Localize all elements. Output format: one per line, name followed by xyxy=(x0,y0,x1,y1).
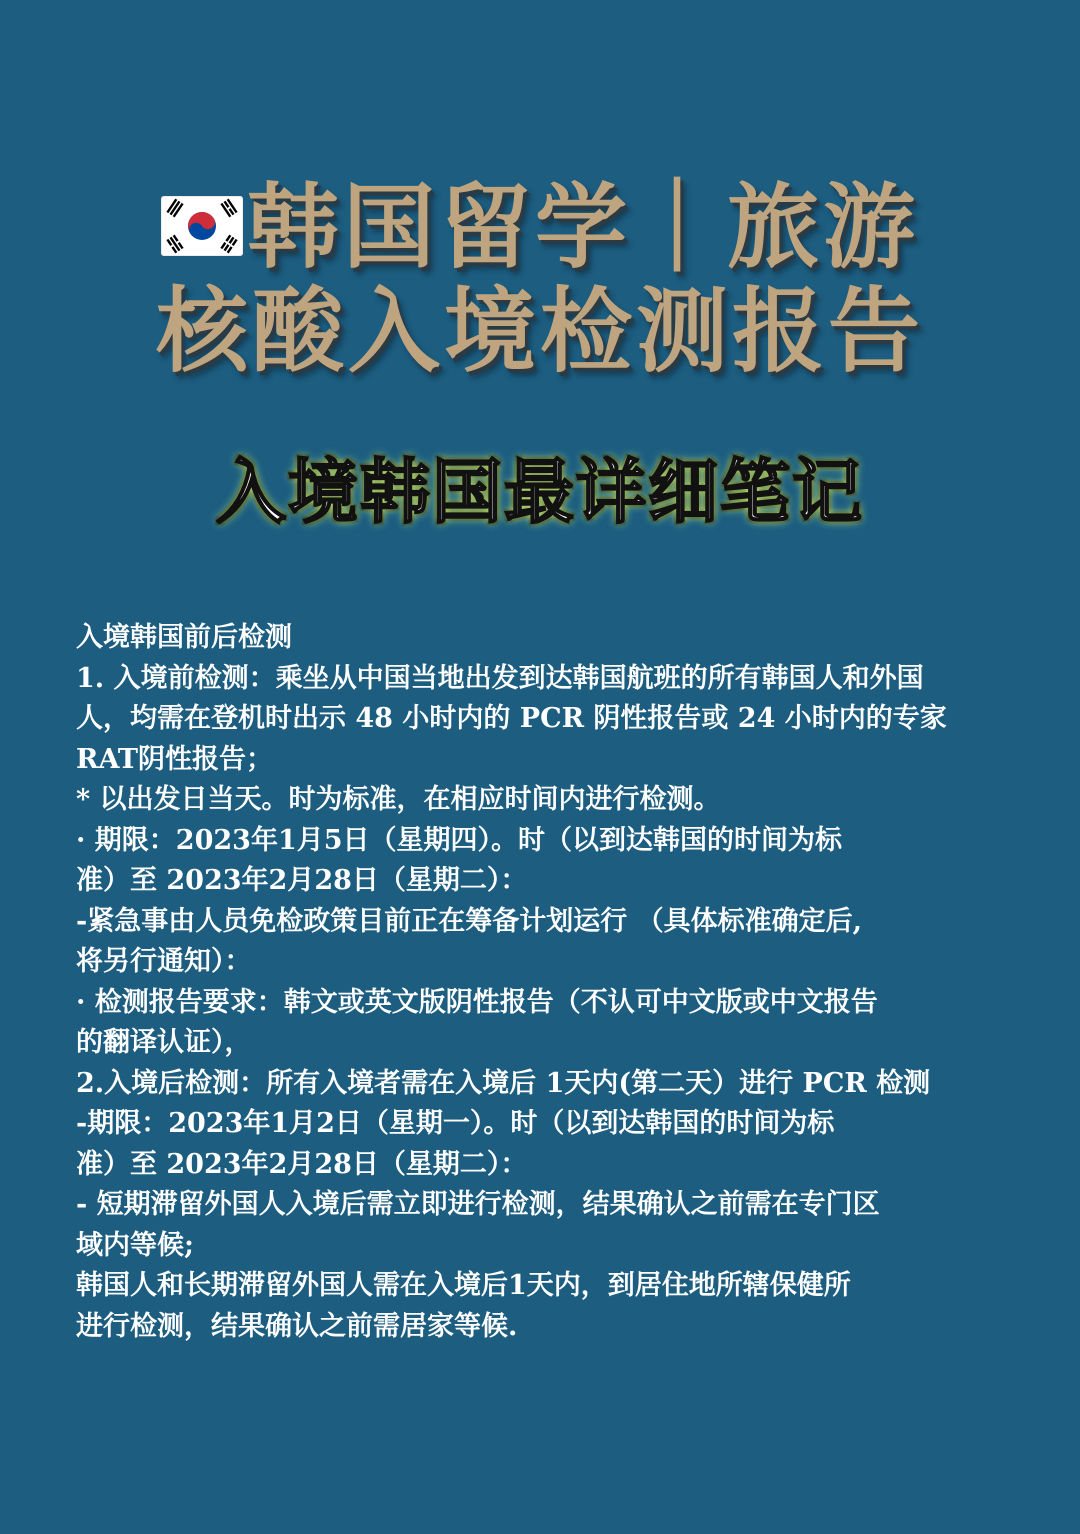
body-line: 进行检测，结果确认之前需居家等候. xyxy=(76,1310,518,1342)
body-line: 韩国人和长期滞留外国人需在入境后1天内，到居住地所辖保健所 xyxy=(76,1270,851,1301)
title-text-1: 韩国留学｜旅游 xyxy=(246,174,919,281)
subtitle: 入境韩国最详细笔记 xyxy=(216,451,864,533)
body-line: -紧急事由人员免检政策目前正在筹备计划运行 （具体标准确定后, xyxy=(76,905,863,937)
title-block xyxy=(0,174,1080,385)
body-line: 准）至 2023年2月28日（星期二）： xyxy=(76,865,528,896)
body-line: * 以出发日当天。时为标准，在相应时间内进行检测。 xyxy=(76,784,721,815)
title-line-2: 核酸入境检测报告 xyxy=(155,278,924,385)
body-line: -期限：2023年1月2日（星期一）。时（以到达韩国的时间为标 xyxy=(76,1108,835,1139)
body-line: 的翻译认证）， xyxy=(76,1027,252,1058)
body-line: 域内等候; xyxy=(76,1229,194,1261)
body-line: · 期限：2023年1月5日（星期四）。时（以到达韩国的时间为标 xyxy=(76,824,843,856)
body-line: 入境韩国前后检测 xyxy=(76,622,292,653)
body-line: 将另行通知）： xyxy=(76,946,252,977)
body-text-block xyxy=(76,618,1006,1347)
title-line-1 xyxy=(0,174,1080,281)
body-line: - 短期滞留外国人入境后需立即进行检测，结果确认之前需在专门区 xyxy=(76,1189,880,1220)
body-line: 1. 入境前检测：乘坐从中国当地出发到达韩国航班的所有韩国人和外国 xyxy=(76,662,924,694)
body-line: RAT阴性报告； xyxy=(76,743,274,775)
body-line: 人，均需在登机时出示 48 小时内的 PCR 阴性报告或 24 小时内的专家 xyxy=(76,703,947,734)
body-line: 准）至 2023年2月28日（星期二）： xyxy=(76,1148,528,1180)
body-line: 2.入境后检测：所有入境者需在入境后 1天内(第二天）进行 PCR 检测 xyxy=(76,1067,931,1099)
body-line: · 检测报告要求：韩文或英文版阴性报告（不认可中文版或中文报告 xyxy=(76,986,878,1018)
south-korea-flag-icon xyxy=(161,196,243,256)
